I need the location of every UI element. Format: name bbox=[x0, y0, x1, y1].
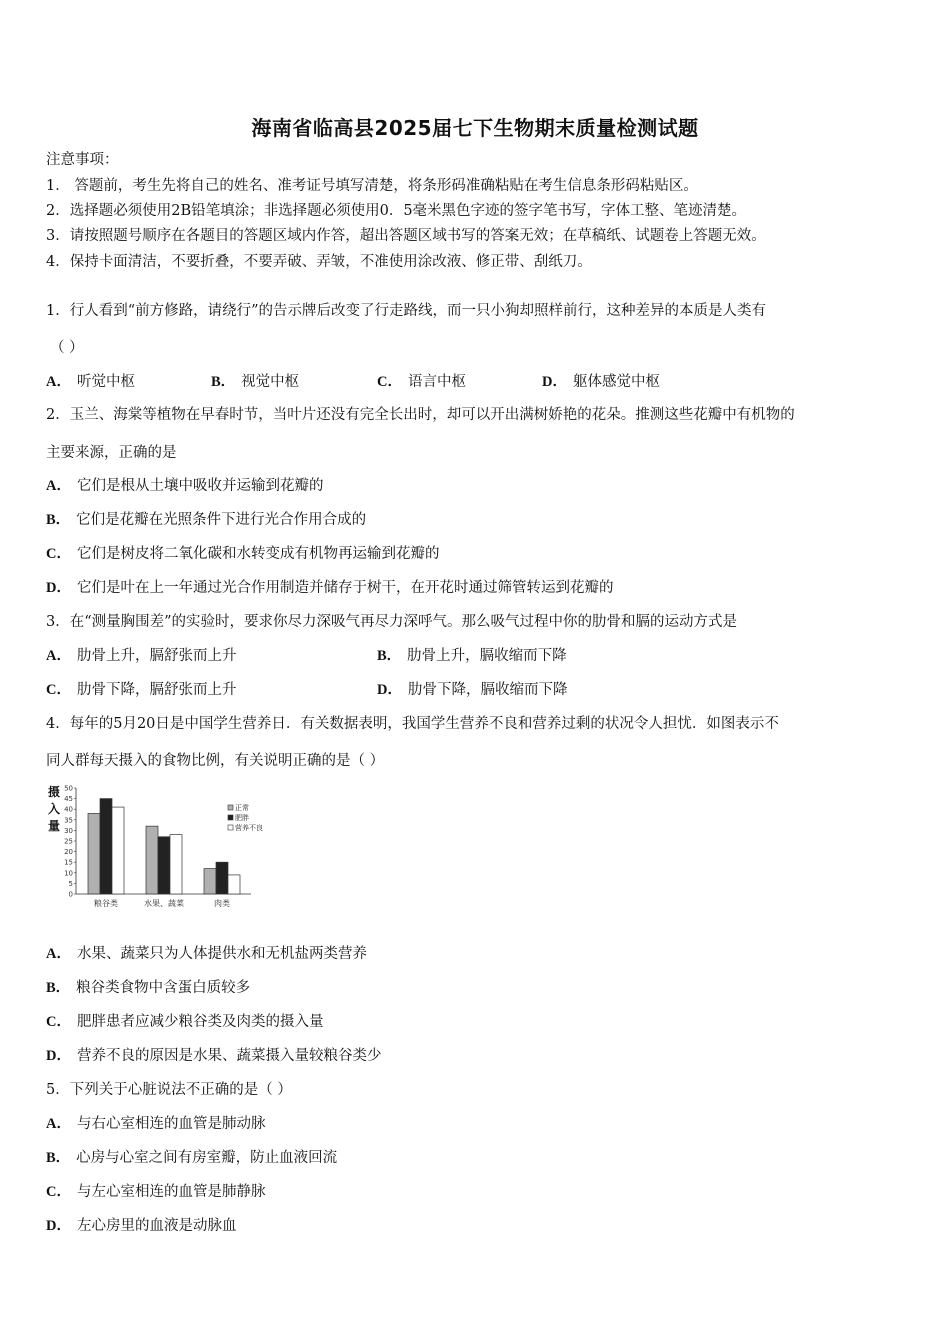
option-label: C． bbox=[46, 682, 71, 698]
option-text: 左心房里的血液是动脉血 bbox=[76, 1218, 237, 1234]
notice-item: 4．保持卡面清洁，不要折叠，不要弄破、弄皱，不准使用涂改液、修正带、刮纸刀。 bbox=[46, 254, 592, 270]
q2-option-c[interactable] bbox=[46, 544, 439, 564]
option-label: B． bbox=[46, 980, 71, 996]
option-label: D． bbox=[377, 682, 402, 698]
y-tick-label: 40 bbox=[64, 805, 73, 814]
option-text: 肋骨上升，膈收缩而下降 bbox=[407, 648, 567, 664]
q3-option-d[interactable] bbox=[377, 680, 567, 700]
bar-营养不良 bbox=[170, 835, 182, 894]
y-tick-label: 5 bbox=[68, 879, 73, 888]
bar-正常 bbox=[88, 813, 100, 894]
option-label: D． bbox=[542, 374, 567, 390]
bar-肥胖 bbox=[158, 837, 170, 894]
y-axis-label-char: 摄 bbox=[48, 785, 61, 799]
y-tick-label: 0 bbox=[68, 890, 73, 899]
q2-option-d[interactable] bbox=[46, 578, 613, 598]
q1-option-c[interactable] bbox=[377, 372, 466, 392]
y-axis-label-char: 入 bbox=[48, 802, 61, 816]
q1-option-a[interactable] bbox=[46, 372, 135, 392]
q4-option-c[interactable] bbox=[46, 1012, 323, 1032]
question-2-stem: 2．玉兰、海棠等植物在早春时节，当叶片还没有完全长出时，却可以开出满树娇艳的花朵。推测这些花瓣中有机物的 bbox=[46, 407, 795, 423]
option-text: 肋骨上升，膈舒张而上升 bbox=[76, 648, 237, 664]
option-text: 它们是根从土壤中吸收并运输到花瓣的 bbox=[76, 478, 324, 494]
q1-option-b[interactable] bbox=[211, 372, 299, 392]
notice-heading: 注意事项： bbox=[46, 152, 119, 168]
legend-label: 营养不良 bbox=[235, 824, 263, 832]
bar-正常 bbox=[204, 869, 216, 894]
legend-swatch bbox=[228, 805, 233, 810]
option-text: 营养不良的原因是水果、蔬菜摄入量较粮谷类少 bbox=[76, 1048, 382, 1064]
x-tick-label: 粮谷类 bbox=[94, 899, 118, 908]
option-label: A． bbox=[46, 648, 71, 664]
notice-item: 1． 答题前，考生先将自己的姓名、准考证号填写清楚，将条形码准确粘贴在考生信息条形码粘贴区。 bbox=[46, 178, 698, 194]
bar-营养不良 bbox=[228, 875, 240, 894]
question-4-stem-cont: 同人群每天摄入的食物比例，有关说明正确的是（ ） bbox=[46, 753, 385, 769]
q5-option-b[interactable] bbox=[46, 1148, 337, 1168]
q3-option-b[interactable] bbox=[377, 646, 567, 666]
option-text: 粮谷类食物中含蛋白质较多 bbox=[76, 980, 251, 996]
q4-option-d[interactable] bbox=[46, 1046, 381, 1066]
question-5-stem: 5．下列关于心脏说法不正确的是（ ） bbox=[46, 1082, 292, 1098]
option-text: 与右心室相连的血管是肺动脉 bbox=[76, 1116, 266, 1132]
notice-item: 3．请按照题号顺序在各题目的答题区域内作答，超出答题区域书写的答案无效；在草稿纸、试题卷上答题无效。 bbox=[46, 228, 766, 244]
q1-option-d[interactable] bbox=[542, 372, 660, 392]
food-intake-bar-chart bbox=[46, 782, 286, 914]
option-text: 它们是花瓣在光照条件下进行光合作用合成的 bbox=[76, 512, 367, 528]
option-label: B． bbox=[46, 512, 71, 528]
bar-正常 bbox=[146, 826, 158, 894]
legend-label: 肥胖 bbox=[235, 814, 249, 822]
option-text: 语言中枢 bbox=[407, 374, 466, 390]
option-text: 躯体感觉中枢 bbox=[572, 374, 660, 390]
option-text: 它们是叶在上一年通过光合作用制造并储存于树干，在开花时通过筛管转运到花瓣的 bbox=[76, 580, 614, 596]
x-tick-label: 水果、蔬菜 bbox=[144, 899, 184, 908]
y-axis-label-char: 量 bbox=[48, 819, 61, 833]
q3-option-c[interactable] bbox=[46, 680, 236, 700]
q2-option-b[interactable] bbox=[46, 510, 366, 530]
option-label: A． bbox=[46, 374, 71, 390]
option-text: 肋骨下降，膈舒张而上升 bbox=[76, 682, 237, 698]
option-label: A． bbox=[46, 478, 71, 494]
q2-option-a[interactable] bbox=[46, 476, 323, 496]
question-4-stem: 4．每年的5月20日是中国学生营养日．有关数据表明，我国学生营养不良和营养过剩的状况令人担忧．如图表示不 bbox=[46, 716, 779, 732]
option-label: A． bbox=[46, 1116, 71, 1132]
question-1-stem-cont: （ ） bbox=[50, 340, 84, 356]
bar-肥胖 bbox=[216, 862, 228, 894]
y-tick-label: 20 bbox=[64, 848, 73, 857]
q5-option-c[interactable] bbox=[46, 1182, 265, 1202]
q5-option-d[interactable] bbox=[46, 1216, 236, 1236]
notice-item: 2．选择题必须使用2B铅笔填涂；非选择题必须使用0．5毫米黑色字迹的签字笔书写，字体工整、笔迹清楚。 bbox=[46, 203, 747, 219]
q4-option-b[interactable] bbox=[46, 978, 250, 998]
bar-营养不良 bbox=[112, 807, 124, 894]
y-tick-label: 15 bbox=[64, 858, 73, 867]
option-text: 肋骨下降，膈收缩而下降 bbox=[407, 682, 568, 698]
y-tick-label: 45 bbox=[64, 795, 73, 804]
legend-swatch bbox=[228, 825, 233, 830]
page-title: 海南省临高县2025届七下生物期末质量检测试题 bbox=[251, 116, 699, 140]
option-label: D． bbox=[46, 1048, 71, 1064]
legend-swatch bbox=[228, 815, 233, 820]
x-tick-label: 肉类 bbox=[214, 899, 230, 908]
option-text: 肥胖患者应减少粮谷类及肉类的摄入量 bbox=[76, 1014, 324, 1030]
option-label: B． bbox=[377, 648, 402, 664]
q3-option-a[interactable] bbox=[46, 646, 236, 666]
option-label: D． bbox=[46, 580, 71, 596]
question-3-stem: 3．在“测量胸围差”的实验时，要求你尽力深吸气再尽力深呼气。那么吸气过程中你的肋骨和膈的运动方式是 bbox=[46, 614, 738, 630]
option-label: C． bbox=[46, 546, 71, 562]
option-text: 视觉中枢 bbox=[241, 374, 300, 390]
question-2-stem-cont: 主要来源，正确的是 bbox=[46, 445, 177, 461]
option-label: C． bbox=[46, 1184, 71, 1200]
q5-option-a[interactable] bbox=[46, 1114, 265, 1134]
option-label: D． bbox=[46, 1218, 71, 1234]
option-label: C． bbox=[46, 1014, 71, 1030]
option-label: B． bbox=[211, 374, 236, 390]
option-text: 水果、蔬菜只为人体提供水和无机盐两类营养 bbox=[76, 946, 367, 962]
option-text: 听觉中枢 bbox=[76, 374, 135, 390]
option-label: A． bbox=[46, 946, 71, 962]
option-text: 它们是树皮将二氧化碳和水转变成有机物再运输到花瓣的 bbox=[76, 546, 440, 562]
y-tick-label: 30 bbox=[64, 826, 73, 835]
y-tick-label: 10 bbox=[64, 869, 73, 878]
question-1-stem: 1．行人看到“前方修路，请绕行”的告示牌后改变了行走路线，而一只小狗却照样前行，这种差异的本质是人类有 bbox=[46, 303, 767, 319]
legend-label: 正常 bbox=[235, 804, 249, 812]
y-tick-label: 25 bbox=[64, 837, 73, 846]
bar-肥胖 bbox=[100, 799, 112, 894]
option-text: 心房与心室之间有房室瓣，防止血液回流 bbox=[76, 1150, 338, 1166]
option-text: 与左心室相连的血管是肺静脉 bbox=[76, 1184, 266, 1200]
y-tick-label: 35 bbox=[64, 816, 73, 825]
y-tick-label: 50 bbox=[64, 784, 73, 793]
q4-option-a[interactable] bbox=[46, 944, 367, 964]
option-label: C． bbox=[377, 374, 402, 390]
option-label: B． bbox=[46, 1150, 71, 1166]
